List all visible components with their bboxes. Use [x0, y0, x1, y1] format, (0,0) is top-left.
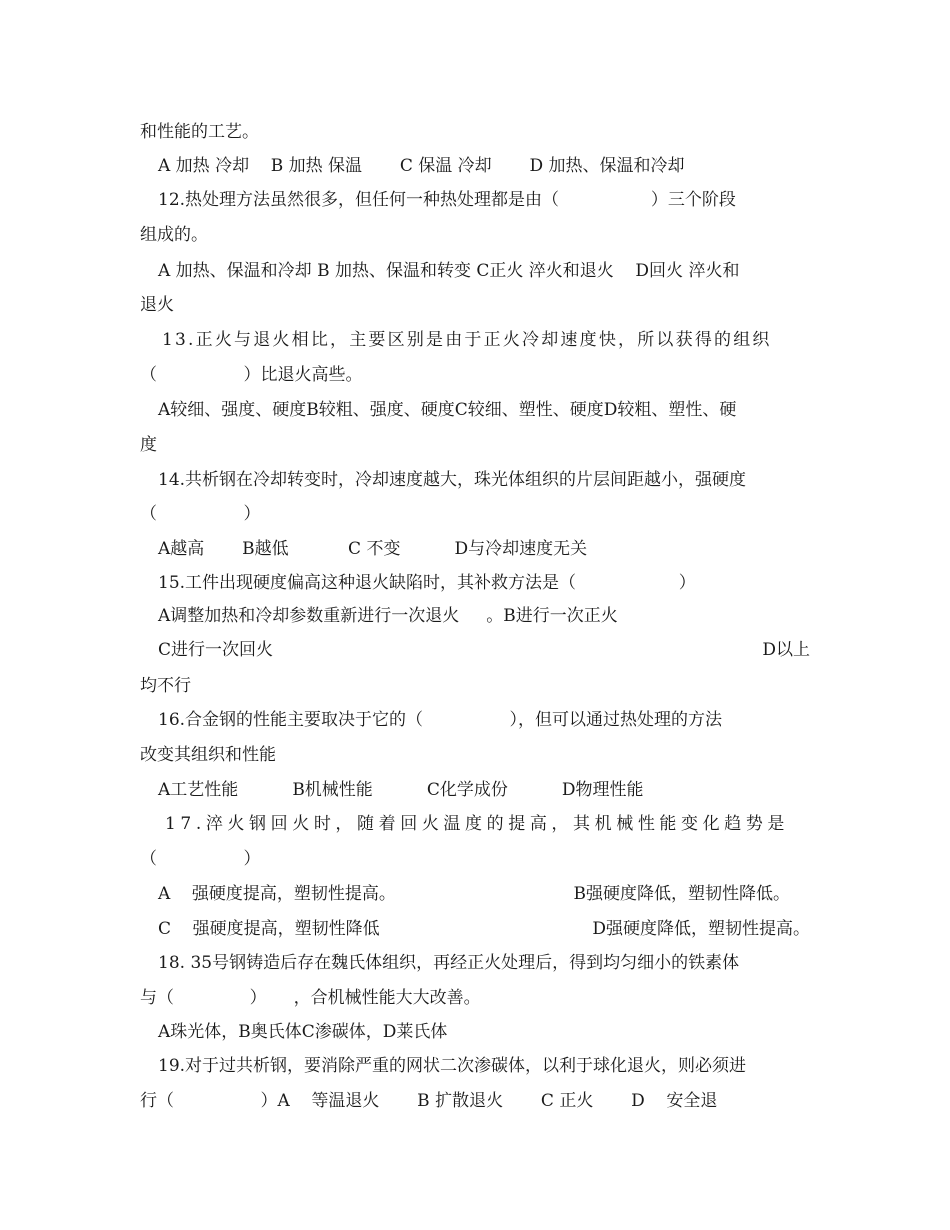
option-line: A 加热、保温和冷却 B 加热、保温和转变 C正火 淬火和退火 D回火 淬火和 [158, 261, 740, 281]
text-line: 均不行 [140, 676, 191, 696]
question-19: 19.对于过共析钢，要消除严重的网状二次渗碳体，以利于球化退火，则必须进 [158, 1056, 747, 1076]
question-14: 14.共析钢在冷却转变时，冷却速度越大，珠光体组织的片层间距越小，强硬度 [158, 470, 747, 490]
question-17: 17.淬火钢回火时，随着回火温度的提高，其机械性能变化趋势是 [165, 814, 790, 834]
option-c: C进行一次回火 [158, 640, 274, 660]
option-line: A 加热 冷却 B 加热 保温 C 保温 冷却 D 加热、保温和冷却 [158, 156, 685, 176]
text-line: 退火 [140, 295, 174, 315]
option-line: A较细、强度、硬度B较粗、强度、硬度C较细、塑性、硬度D较粗、塑性、硬 [158, 400, 737, 420]
option-d: D强硬度降低，塑韧性提高。 [592, 919, 810, 939]
option-c: C 强硬度提高，塑韧性降低 [158, 919, 380, 939]
option-line [158, 918, 810, 940]
option-line [158, 883, 790, 905]
option-line [158, 639, 810, 661]
text-line: 和性能的工艺。 [140, 122, 259, 142]
question-13: 13.正火与退火相比，主要区别是由于正火冷却速度快，所以获得的组织 [162, 330, 772, 350]
question-15: 15.工件出现硬度偏高这种退火缺陷时，其补救方法是（ ） [158, 573, 696, 593]
text-line: 组成的。 [140, 225, 208, 245]
question-12: 12.热处理方法虽然很多，但任何一种热处理都是由（ ）三个阶段 [158, 190, 736, 210]
text-line: （ ） [140, 504, 261, 524]
text-line: 改变其组织和性能 [140, 745, 276, 765]
option-a: A 强硬度提高，塑韧性提高。 [158, 884, 396, 904]
question-18: 18. 35号钢铸造后存在魏氏体组织，再经正火处理后，得到均匀细小的铁素体 [158, 953, 740, 973]
text-line: 与（ ） ，合机械性能大大改善。 [140, 988, 481, 1008]
option-line: A越高 B越低 C 不变 D与冷却速度无关 [158, 539, 588, 559]
option-line: A珠光体，B奥氏体C渗碳体，D莱氏体 [158, 1022, 448, 1042]
option-line: A工艺性能 B机械性能 C化学成份 D物理性能 [158, 780, 644, 800]
option-b: B强硬度降低，塑韧性降低。 [573, 884, 790, 904]
text-line: （ ）比退火高些。 [140, 365, 363, 385]
text-line: （ ） [140, 849, 261, 869]
option-d: D以上 [762, 640, 810, 660]
text-line: 度 [140, 435, 157, 455]
question-16: 16.合金钢的性能主要取决于它的（ ），但可以通过热处理的方法 [158, 710, 722, 730]
option-line: A调整加热和冷却参数重新进行一次退火 。B进行一次正火 [158, 606, 618, 626]
text-line: 行（ ）A 等温退火 B 扩散退火 C 正火 D 安全退 [140, 1091, 718, 1111]
